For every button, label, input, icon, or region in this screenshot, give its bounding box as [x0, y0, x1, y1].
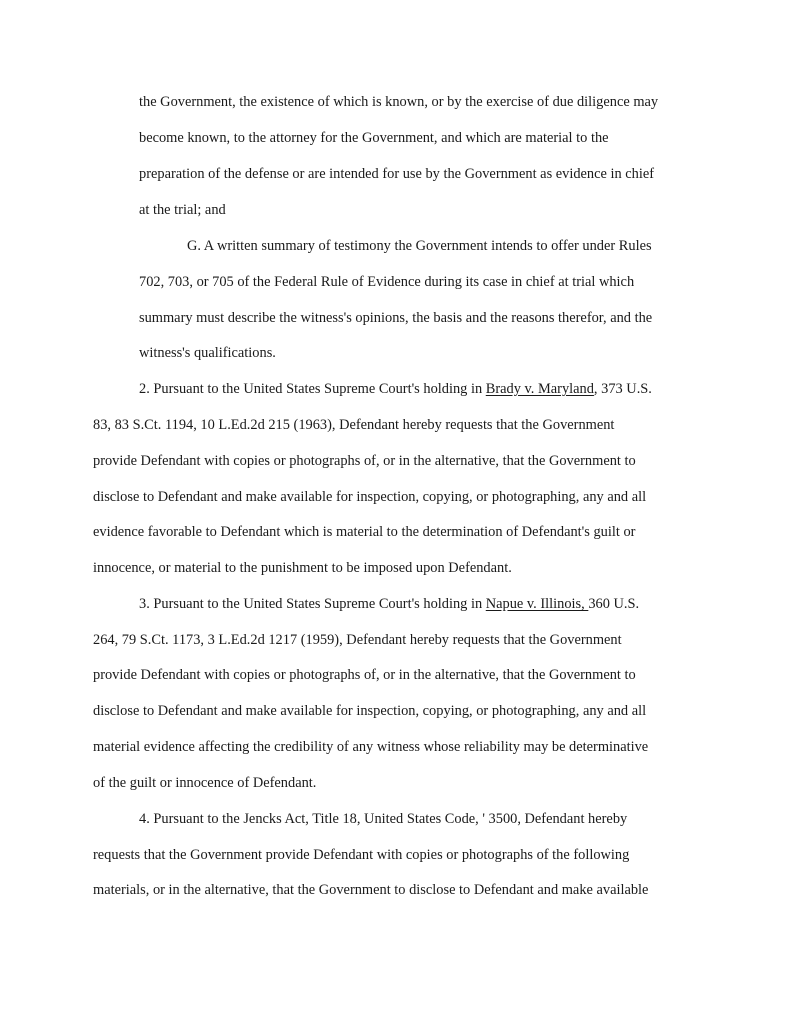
paragraph-f-line-2: become known, to the attorney for the Government, and which are material to the [139, 130, 609, 146]
paragraph-2-line-6: innocence, or material to the punishment to be imposed upon Defendant. [93, 560, 512, 576]
paragraph-f-line-4: at the trial; and [139, 202, 226, 218]
paragraph-3-line-4: disclose to Defendant and make available for inspection, copying, or photographing, any and all [93, 703, 647, 719]
paragraph-2-line-1 [139, 380, 652, 398]
paragraph-f-line-3: preparation of the defense or are intended for use by the Government as evidence in chief [139, 166, 655, 182]
case-citation-napue: Napue v. Illinois, [485, 596, 589, 612]
paragraph-g-line-1: G. A written summary of testimony the Government intends to offer under Rules [187, 238, 652, 254]
case-citation-brady: Brady v. Maryland [485, 381, 594, 397]
paragraph-3-line-3: provide Defendant with copies or photographs of, or in the alternative, that the Government to [93, 667, 636, 683]
paragraph-4-line-3: materials, or in the alternative, that the Government to disclose to Defendant and make available [93, 882, 649, 898]
paragraph-f-line-1: the Government, the existence of which is known, or by the exercise of due diligence may [139, 94, 659, 110]
paragraph-3-line-5: material evidence affecting the credibility of any witness whose reliability may be determinative [93, 739, 649, 755]
paragraph-3-line-1 [139, 595, 639, 613]
paragraph-2-citation-tail: , 373 U.S. [593, 381, 652, 397]
paragraph-g-line-3: summary must describe the witness's opinions, the basis and the reasons therefor, and the [139, 310, 653, 326]
paragraph-4-line-1: 4. Pursuant to the Jencks Act, Title 18, United States Code, ' 3500, Defendant hereby [139, 811, 628, 827]
paragraph-3-citation-tail: 360 U.S. [588, 596, 640, 612]
paragraph-2-line-5: evidence favorable to Defendant which is material to the determination of Defendant's guilt or [93, 524, 636, 540]
paragraph-3-line-6: of the guilt or innocence of Defendant. [93, 775, 317, 791]
paragraph-g-line-4: witness's qualifications. [139, 345, 276, 361]
paragraph-2-line-4: disclose to Defendant and make available for inspection, copying, or photographing, any and all [93, 489, 647, 505]
paragraph-2-lead-text: 2. Pursuant to the United States Supreme Court's holding in [139, 381, 486, 397]
paragraph-g-line-2: 702, 703, or 705 of the Federal Rule of Evidence during its case in chief at trial which [139, 274, 635, 290]
paragraph-4-line-2: requests that the Government provide Defendant with copies or photographs of the following [93, 847, 630, 863]
paragraph-3-line-2: 264, 79 S.Ct. 1173, 3 L.Ed.2d 1217 (1959), Defendant hereby requests that the Government [93, 632, 622, 648]
paragraph-3-lead-text: 3. Pursuant to the United States Supreme Court's holding in [139, 596, 486, 612]
paragraph-2-line-3: provide Defendant with copies or photographs of, or in the alternative, that the Government to [93, 453, 636, 469]
paragraph-2-line-2: 83, 83 S.Ct. 1194, 10 L.Ed.2d 215 (1963), Defendant hereby requests that the Government [93, 417, 615, 433]
